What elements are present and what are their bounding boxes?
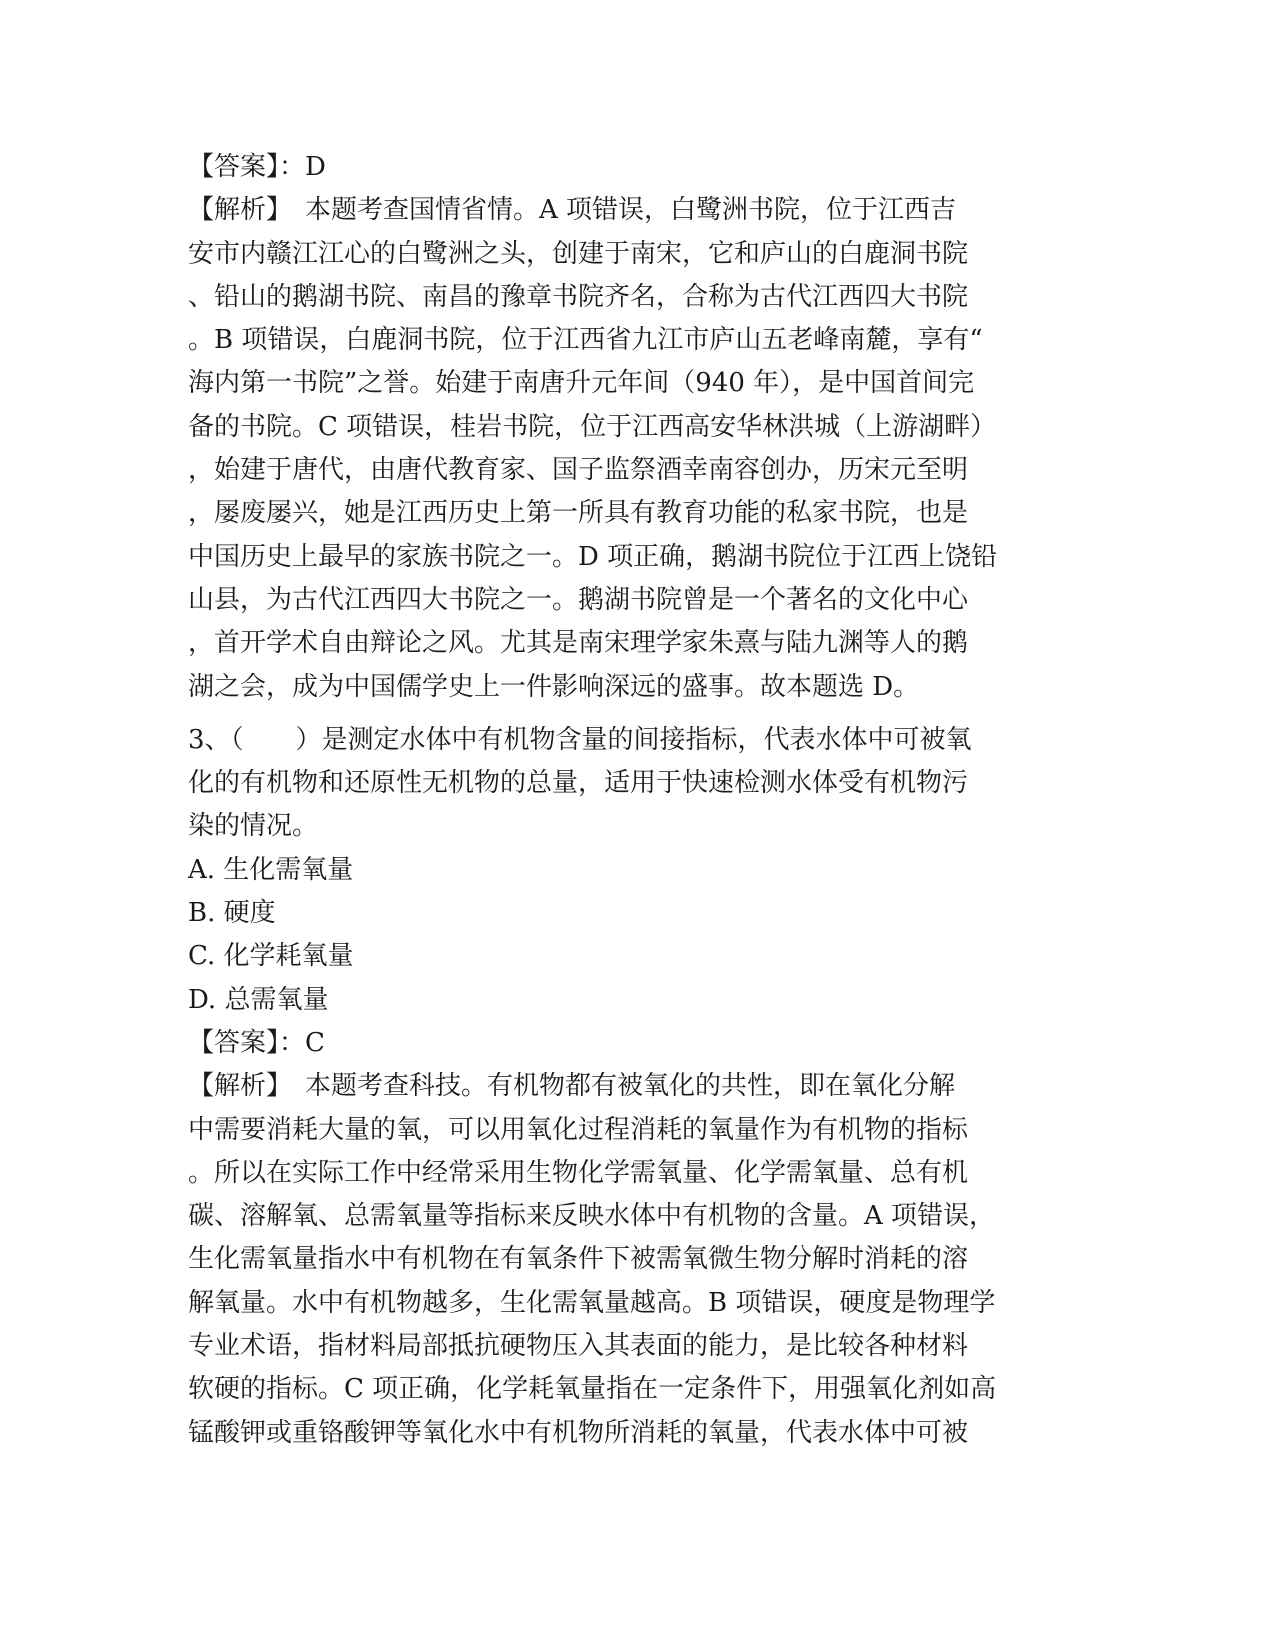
analysis-line: 专业术语，指材料局部抵抗硬物压入其表面的能力，是比较各种材料 xyxy=(188,1331,969,1362)
previous-answer-block xyxy=(188,146,1088,709)
analysis-line: ，首开学术自由辩论之风。尤其是南宋理学家朱熹与陆九渊等人的鹅 xyxy=(188,628,969,659)
analysis-line: 【解析】 本题考查科技。有机物都有被氧化的共性，即在氧化分解 xyxy=(188,1071,956,1102)
analysis-line: 湖之会，成为中国儒学史上一件影响深远的盛事。故本题选 D。 xyxy=(188,671,920,702)
option-c: C. 化学耗氧量 xyxy=(188,941,354,972)
analysis-line: 。B 项错误，白鹿洞书院，位于江西省九江市庐山五老峰南麓，享有“ xyxy=(188,325,983,356)
option-b: B. 硬度 xyxy=(188,898,276,929)
question-stem-line: 3、（ ）是测定水体中有机物含量的间接指标，代表水体中可被氧 xyxy=(188,724,972,755)
analysis-line: 、铅山的鹅湖书院、南昌的豫章书院齐名，合称为古代江西四大书院 xyxy=(188,281,969,312)
analysis-line: 解氧量。水中有机物越多，生化需氧量越高。B 项错误，硬度是物理学 xyxy=(188,1287,996,1318)
analysis-line: 备的书院。C 项错误，桂岩书院，位于江西高安华林洪城（上游湖畔） xyxy=(188,411,997,442)
analysis-line: 锰酸钾或重铬酸钾等氧化水中有机物所消耗的氧量，代表水体中可被 xyxy=(188,1417,969,1448)
question-stem-line: 染的情况。 xyxy=(188,811,319,842)
answer-line: 【答案】：C xyxy=(188,1027,325,1058)
analysis-line: ，始建于唐代，由唐代教育家、国子监祭酒幸南容创办，历宋元至明 xyxy=(188,455,969,486)
analysis-line: 中国历史上最早的家族书院之一。D 项正确，鹅湖书院位于江西上饶铅 xyxy=(188,541,998,572)
analysis-line: 海内第一书院”之誉。始建于南唐升元年间（940 年），是中国首间完 xyxy=(188,368,975,399)
analysis-line: 。所以在实际工作中经常采用生物化学需氧量、化学需氧量、总有机 xyxy=(188,1157,969,1188)
option-d: D. 总需氧量 xyxy=(188,984,329,1015)
analysis-line: 安市内赣江江心的白鹭洲之头，创建于南宋，它和庐山的白鹿洞书院 xyxy=(188,238,969,269)
analysis-line: 中需要消耗大量的氧，可以用氧化过程消耗的氧量作为有机物的指标 xyxy=(188,1114,969,1145)
analysis-line: 生化需氧量指水中有机物在有氧条件下被需氧微生物分解时消耗的溶 xyxy=(188,1244,969,1275)
analysis-line: ，屡废屡兴，她是江西历史上第一所具有教育功能的私家书院，也是 xyxy=(188,498,969,529)
option-a: A. 生化需氧量 xyxy=(188,854,354,885)
document-page xyxy=(188,146,1088,1455)
question-stem-line: 化的有机物和还原性无机物的总量，适用于快速检测水体受有机物污 xyxy=(188,768,969,799)
analysis-line: 【解析】 本题考查国情省情。A 项错误，白鹭洲书院，位于江西吉 xyxy=(188,195,957,226)
analysis-line: 软硬的指标。C 项正确，化学耗氧量指在一定条件下，用强氧化剂如高 xyxy=(188,1374,997,1405)
analysis-line: 山县，为古代江西四大书院之一。鹅湖书院曾是一个著名的文化中心 xyxy=(188,584,969,615)
analysis-line: 碳、溶解氧、总需氧量等指标来反映水体中有机物的含量。A 项错误， xyxy=(188,1201,996,1232)
question-3-block xyxy=(188,719,1088,1455)
answer-line: 【答案】：D xyxy=(188,152,326,182)
paragraph-gap xyxy=(188,709,1088,719)
